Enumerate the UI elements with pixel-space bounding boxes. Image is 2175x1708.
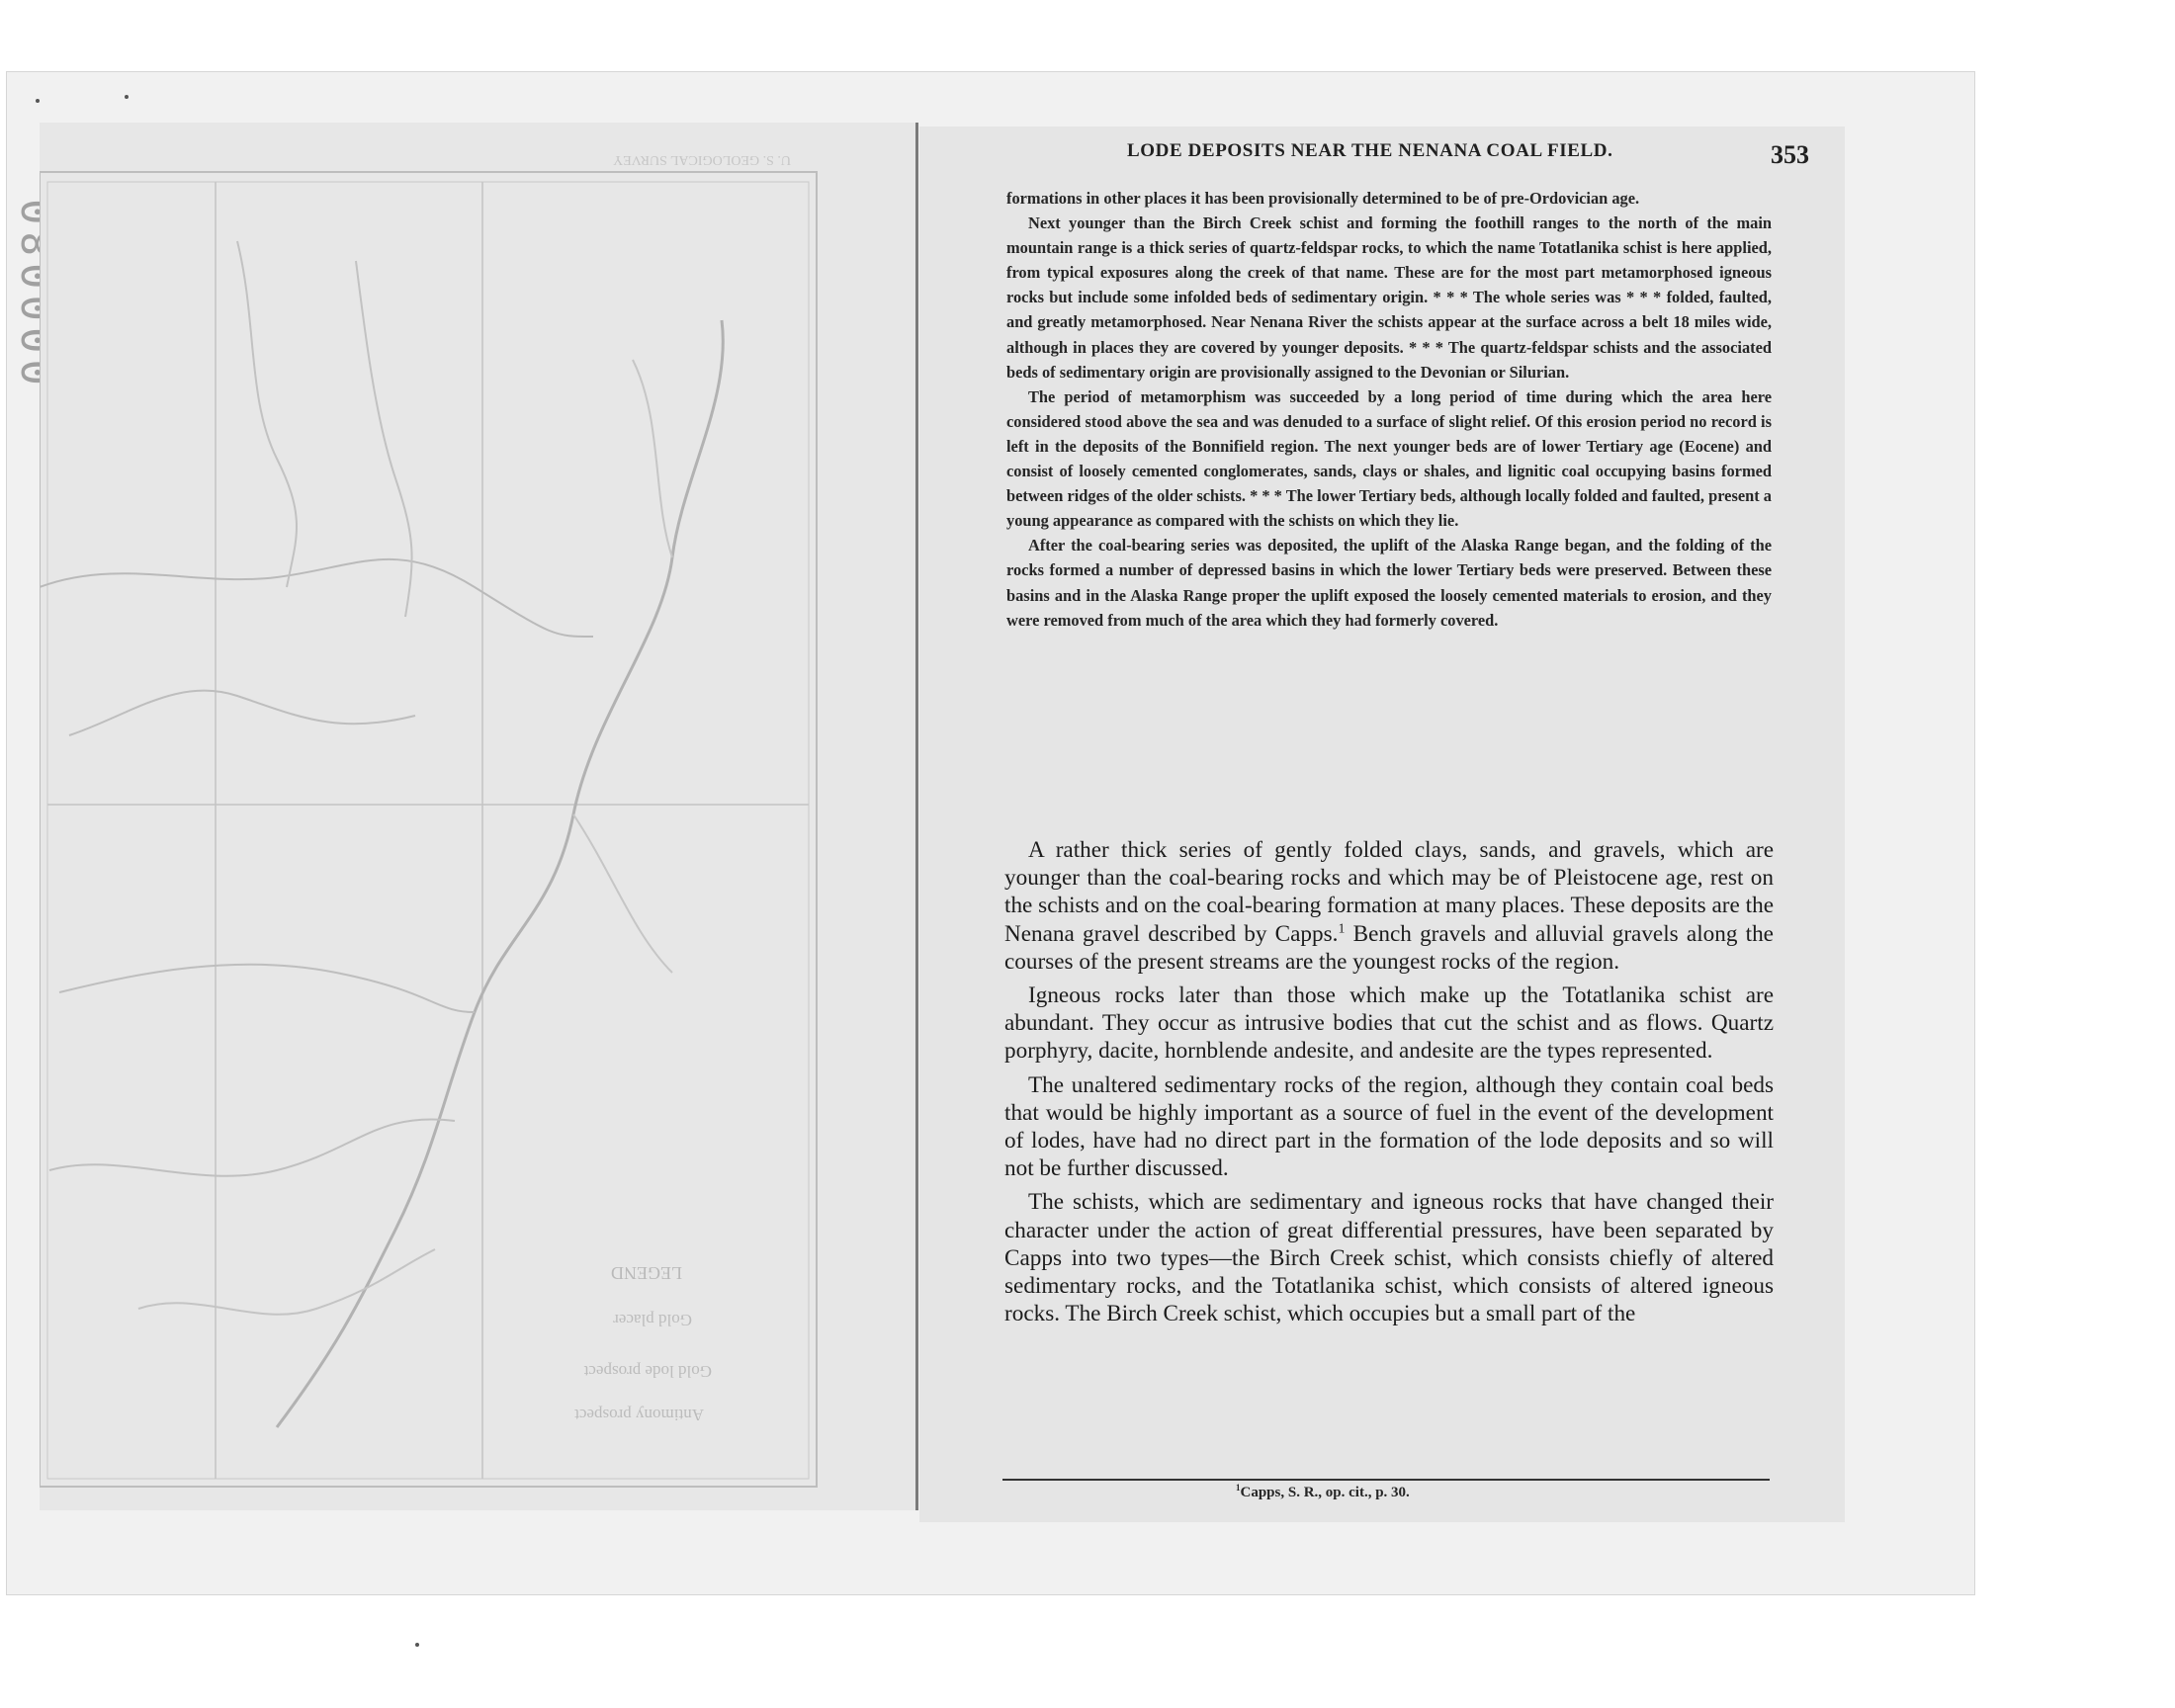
page-number: 353 (1771, 140, 1809, 169)
body-text-span: A rather thick series of gently folded clays, sands, and gravels, which are younger than the coal-bearing rocks and which may be of Pleistocene age, rest on the schists and on the coal-bearing formation at many places. These deposits are the Nenana gravel described by Capps. (1004, 837, 1774, 947)
footnote (1236, 1485, 1631, 1501)
running-head: LODE DEPOSITS NEAR THE NENANA COAL FIELD. (1127, 140, 1613, 161)
footnote-rule (1002, 1479, 1770, 1481)
body-paragraph: The schists, which are sedimentary and igneous rocks that have changed their character under the action of great differential pressures, have been separated by Capps into two types—the Birch Creek schist, which consists chiefly of altered sedimentary rocks, and the Totatlanika schist, which consists of altered igneous rocks. The Birch Creek schist, which occupies but a small part of the (1004, 1189, 1774, 1327)
text-page (919, 127, 1845, 1522)
footnote-text: Capps, S. R., op. cit., p. 30. (1240, 1485, 1410, 1500)
map-legend-item: Gold lode prospect (583, 1362, 712, 1381)
body-paragraph: Igneous rocks later than those which make up the Totatlanika schist are abundant. They occur as intrusive bodies that cut the schist and as flows. Quartz porphyry, dacite, hornblende andesite, and andesite are the types represented. (1004, 982, 1774, 1065)
quote-paragraph: Next younger than the Birch Creek schist and forming the foothill ranges to the north of the main mountain range is a thick series of quartz-feldspar rocks, to which the name Totatlanika schist is here applied, from typical exposures along the creek of that name. These are for the most part metamorphosed igneous rocks but include some infolded beds of sedimentary origin. * * * The whole series was * * * folded, faulted, and greatly metamorphosed. Near Nenana River the schists appear at the surface across a belt 18 miles wide, although in places they are covered by younger deposits. * * * The quartz-feldspar schists and the associated beds of sedimentary origin are provisionally assigned to the Devonian or Silurian. (1006, 214, 1772, 382)
body-paragraph: The unaltered sedimentary rocks of the region, although they contain coal beds that would be highly important as a source of fuel in the event of the development of lodes, have had no direct part in the formation of the lode deposits and so will not be further discussed. (1004, 1071, 1774, 1182)
map-page (40, 123, 918, 1510)
body-paragraph (1004, 836, 1774, 976)
quote-paragraph: formations in other places it has been provisionally determined to be of pre-Ordovician age. (1006, 189, 1640, 208)
footnote-ref: 1 (1338, 920, 1346, 936)
quote-paragraph: The period of metamorphism was succeeded by a long period of time during which the area here considered stood above the sea and was denuded to a surface of slight relief. Of this erosion period no record is left in the deposits of the Bonnifield region. The next younger beds are of lower Tertiary age (Eocene) and consist of loosely cemented conglomerates, sands, clays or shales, and lignitic coal occupying basins formed between ridges of the older schists. * * * The lower Tertiary beds, although locally folded and faulted, present a young appearance as compared with the schists on which they lie. (1006, 386, 1772, 531)
quote-paragraph: After the coal-bearing series was deposited, the uplift of the Alaska Range began, and the folding of the rocks formed a number of depressed basins in which the lower Tertiary beds were preserved. Between these basins and in the Alaska Range proper the uplift exposed the loosely cemented materials to erosion, and they were removed from much of the area which they had formerly covered. (1006, 536, 1772, 630)
faded-map-illustration (40, 123, 915, 1510)
body-text-span: Bench gravels and alluvial gravels along the courses of the present streams are the youngest rocks of the region. (1004, 920, 1774, 975)
map-legend-item: Antimony prospect (574, 1406, 704, 1424)
scan-speck (415, 1643, 419, 1647)
map-header: U. S. GEOLOGICAL SURVEY (613, 152, 791, 167)
map-legend-title: LEGEND (611, 1263, 682, 1283)
body-text (1004, 836, 1774, 1333)
map-legend-item: Gold placer (613, 1311, 692, 1329)
scan-speck (36, 99, 40, 103)
quoted-passage (1006, 186, 1772, 633)
footnote-marker: 1 (1236, 1483, 1241, 1493)
scan-speck (125, 95, 129, 99)
